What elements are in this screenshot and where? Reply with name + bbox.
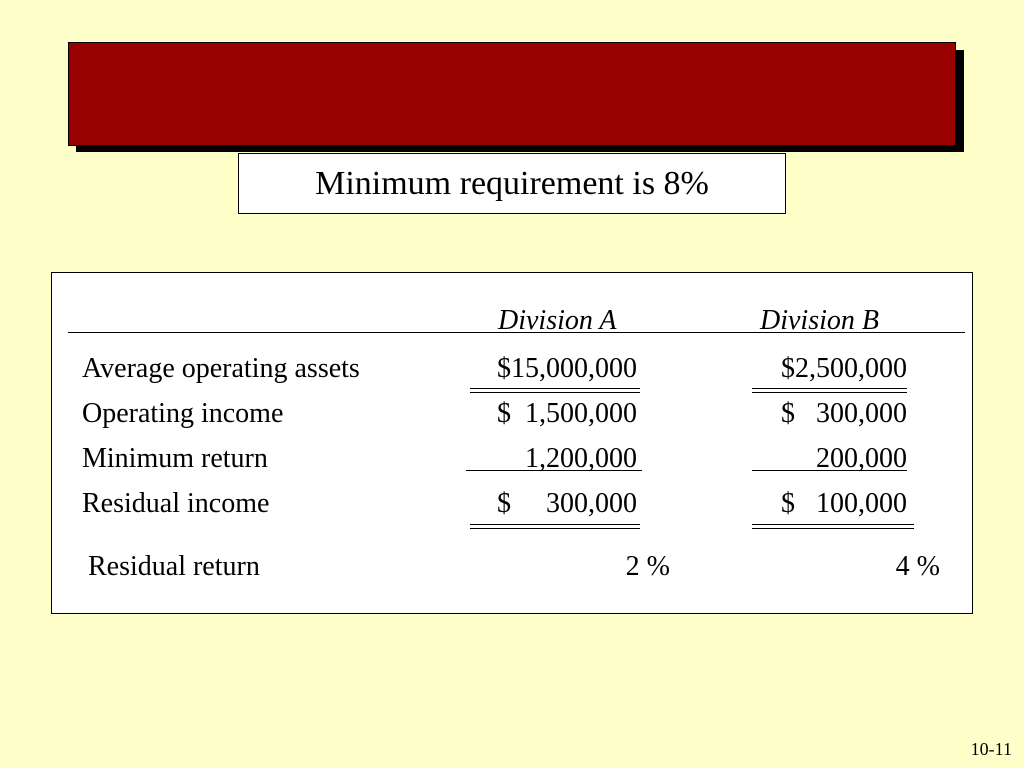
residual-return-label: Residual return (88, 551, 260, 582)
row-label: Residual income (82, 488, 270, 519)
division-b-value: $2,500,000 (781, 353, 907, 384)
single-underline (752, 470, 907, 471)
row-label: Minimum return (82, 443, 268, 474)
division-b-value: $ 100,000 (781, 488, 907, 519)
residual-income-table (51, 272, 973, 614)
slide-number: 10-11 (970, 739, 1012, 759)
header-rule (68, 332, 965, 333)
title-bar (68, 42, 956, 146)
double-underline (470, 388, 640, 393)
division-b-value: 200,000 (816, 443, 907, 474)
minimum-requirement-text: Minimum requirement is 8% (315, 164, 709, 202)
division-b-value: $ 300,000 (781, 398, 907, 429)
header-division-a: Division A (498, 305, 617, 336)
division-a-value: $ 1,500,000 (497, 398, 637, 429)
division-b-residual-return: 4 % (895, 551, 940, 582)
minimum-requirement-box (238, 153, 786, 214)
row-label: Operating income (82, 398, 284, 429)
division-a-residual-return: 2 % (625, 551, 670, 582)
row-label: Average operating assets (82, 353, 360, 384)
division-a-value: $15,000,000 (497, 353, 637, 384)
double-underline (470, 524, 640, 529)
single-underline (466, 470, 642, 471)
double-underline (752, 524, 914, 529)
division-a-value: 1,200,000 (525, 443, 637, 474)
header-division-b: Division B (760, 305, 879, 336)
double-underline (752, 388, 907, 393)
division-a-value: $ 300,000 (497, 488, 637, 519)
